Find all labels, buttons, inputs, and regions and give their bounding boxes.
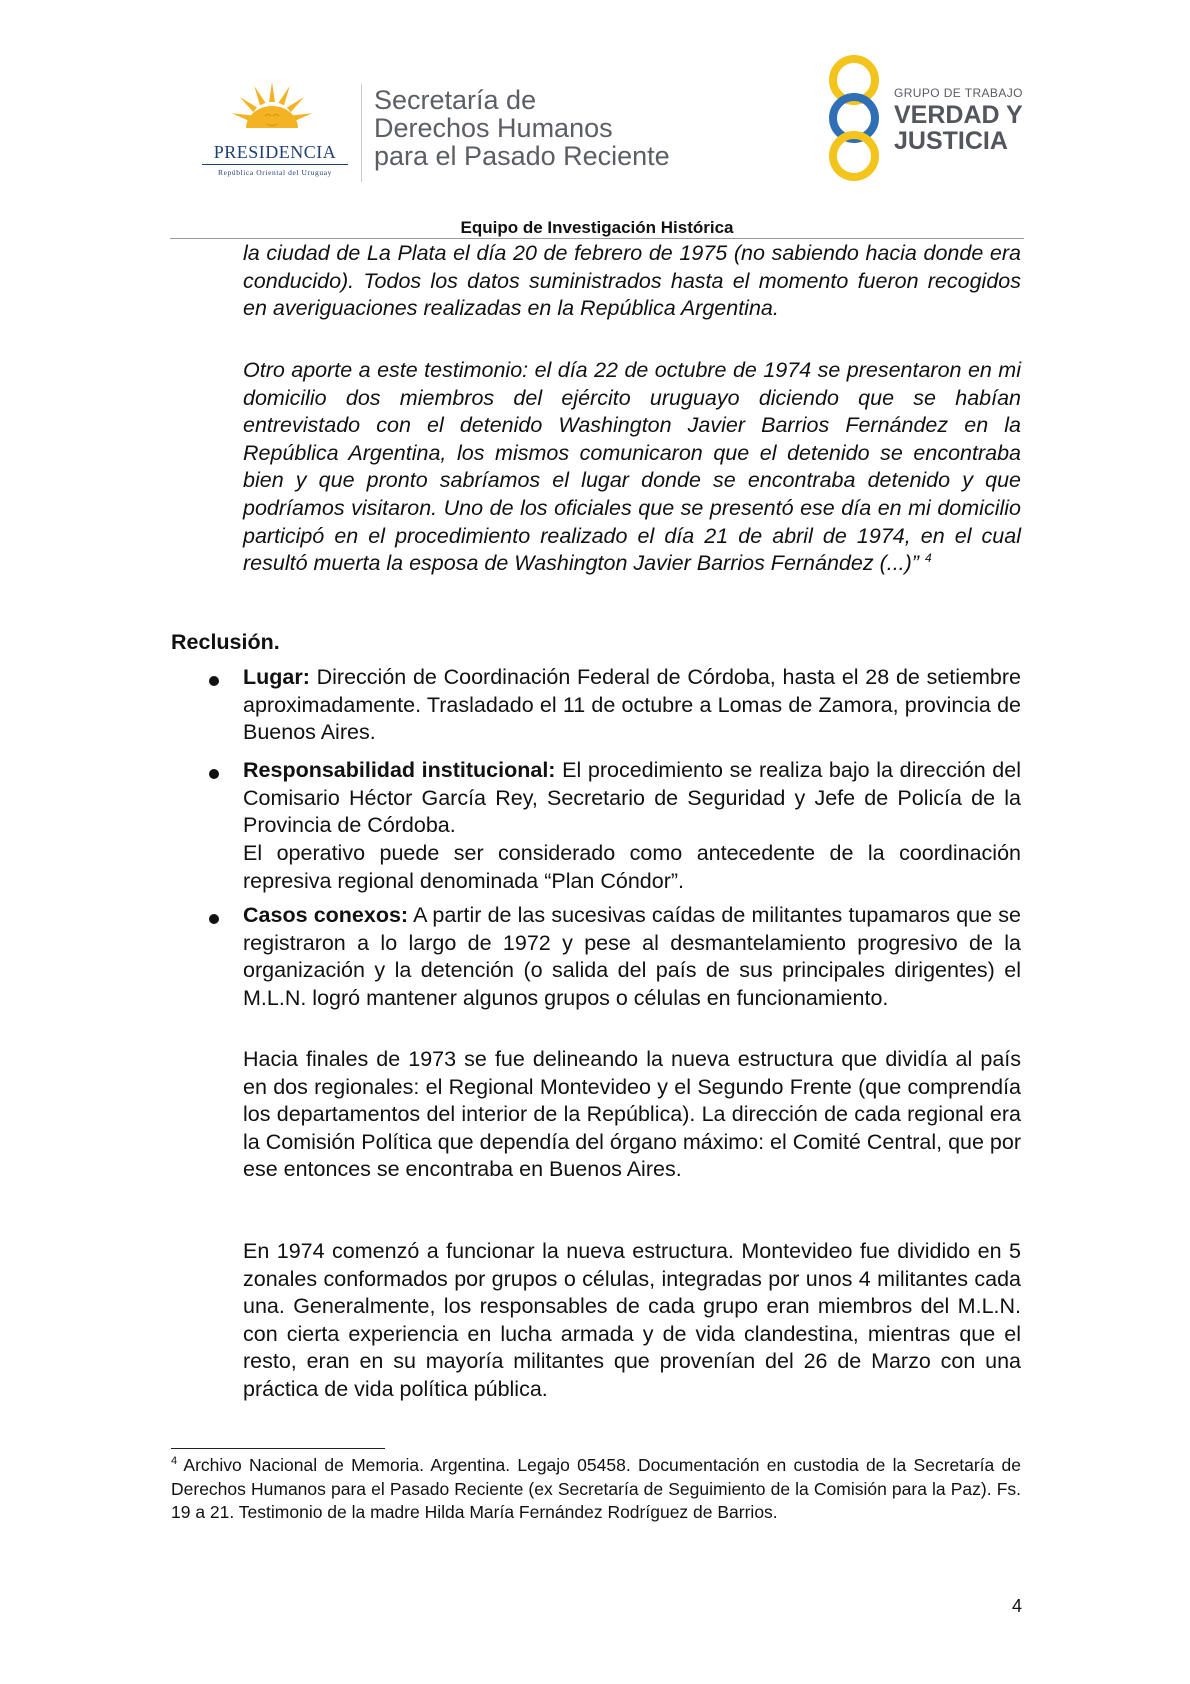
bullet-icon [209, 769, 219, 779]
responsabilidad-label: Responsabilidad institucional: [243, 758, 556, 782]
presidencia-subtitle: República Oriental del Uruguay [217, 168, 332, 177]
section-heading: Reclusión. [171, 630, 280, 654]
verdad-justicia-logo [818, 54, 1028, 184]
responsabilidad-paragraph-2: El operativo puede ser considerado como antecedente de la coordinación represiva regional denominada “Plan Cóndor”. [243, 841, 1021, 893]
quote-paragraph-1: la ciudad de La Plata el día 20 de febrero de 1975 (no sabiendo hacia donde era conducido). Todos los datos suministrados hasta el momento fueron recogidos en averiguaciones realizadas en la República Argentina. [243, 241, 1021, 321]
sun-emblem-icon [232, 80, 312, 146]
secretaria-line-1: Secretaría de [374, 85, 537, 115]
page-number: 4 [1012, 1596, 1023, 1616]
quote-paragraph-2 [243, 357, 1021, 578]
bullet-icon [209, 914, 219, 924]
casos-paragraph-2: Hacia finales de 1973 se fue delineando la nueva estructura que dividía al país en dos regionales: el Regional Montevideo y el Segundo Frente (que comprendía los departamentos del interior de la República). La dirección de cada regional era la Comisión Política que dependía del órgano máximo: el Comité Central, que por ese entonces se encontraba en Buenos Aires. [243, 1047, 1022, 1182]
interlocked-rings-logo-icon [818, 54, 890, 182]
casos-conexos-label: Casos conexos: [243, 903, 409, 927]
team-title: Equipo de Investigación Histórica [460, 218, 734, 237]
secretaria-logo-text [374, 86, 670, 170]
footnote-rule [171, 1448, 385, 1449]
justicia-label: JUSTICIA [894, 127, 1008, 155]
footnote-text: Archivo Nacional de Memoria. Argentina. Legajo 05458. Documentación en custodia de la Secretaría de Derechos Humanos para el Pasado Reciente (ex Secretaría de Seguimiento de la Comisión para la Paz). Fs. 19 a 21. Testimonio de la madre Hilda María Fernández Rodríguez de Barrios. [171, 1455, 1021, 1522]
casos-conexos-item [243, 902, 1021, 1012]
presidencia-rule [202, 164, 348, 165]
secretaria-line-2: Derechos Humanos [374, 113, 613, 143]
casos-paragraph-3: En 1974 comenzó a funcionar la nueva estructura. Montevideo fue dividido en 5 zonales conformados por grupos o células, integradas por unos 4 militantes cada una. Generalmente, los responsables de cada grupo eran miembros del M.L.N. con cierta experiencia en lucha armada y de vida clandestina, mientras que el resto, eran en su mayoría militantes que provenían del 26 de Marzo con una práctica de vida política pública. [243, 1239, 1021, 1401]
presidencia-logo [196, 80, 354, 180]
lugar-text: Dirección de Coordinación Federal de Córdoba, hasta el 28 de setiembre aproximadamente. Trasladado el 11 de octubre a Lomas de Zamora, provincia de Buenos Aires. [243, 665, 1021, 745]
lugar-label: Lugar: [243, 665, 310, 689]
quote-paragraph-2-text: Otro aporte a este testimonio: el día 22 de octubre de 1974 se presentaron en mi domicilio dos miembros del ejército uruguayo diciendo que se habían entrevistado con el detenido Washington Javier Barrios Fernández en la República Argentina, los mismos comunicaron que el detenido se encontraba bien y que pronto sabríamos el lugar donde se encontraba detenido y que podríamos visitaron. Uno de los oficiales que se presentó ese día en mi domicilio participó en el procedimiento realizado el día 21 de abril de 1974, en el cual resultó muerta la esposa de Washington Javier Barrios Fernández (...)” [243, 358, 1021, 576]
lugar-item [243, 664, 1021, 747]
verdad-y-label: VERDAD Y [894, 101, 1023, 129]
grupo-de-trabajo-label: GRUPO DE TRABAJO [894, 86, 1023, 100]
presidencia-name: PRESIDENCIA [213, 142, 337, 162]
casos-conexos-text: A partir de las sucesivas caídas de militantes tupamaros que se registraron a lo largo de 1972 y pese al desmantelamiento progresivo de la organización y la detención (o salida del país de sus principales dirigentes) el M.L.N. logró mantener algunos grupos o células en funcionamiento. [243, 903, 1021, 1010]
header-rule [170, 238, 1024, 239]
secretaria-line-3: para el Pasado Reciente [374, 141, 670, 171]
footnote-number: 4 [171, 1455, 178, 1467]
responsabilidad-text: El procedimiento se realiza bajo la dirección del Comisario Héctor García Rey, Secretario de Seguridad y Jefe de Policía de la Provincia de Córdoba. [243, 758, 1021, 838]
bullet-icon [209, 676, 219, 686]
responsabilidad-item [243, 757, 1021, 840]
logo-divider [361, 84, 362, 182]
footnote-ref[interactable]: 4 [924, 551, 932, 566]
footnote [171, 1454, 1021, 1525]
